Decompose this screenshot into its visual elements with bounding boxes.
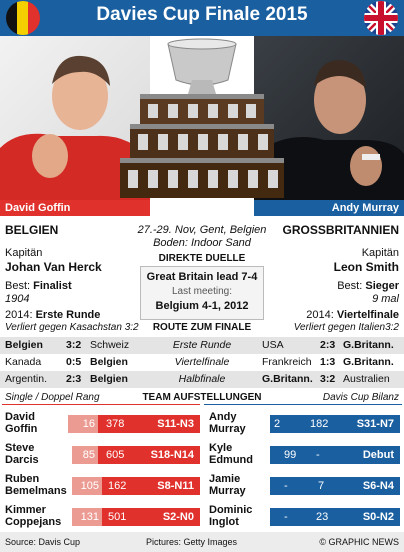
player-last-name: Darcis <box>5 454 39 466</box>
team-left-label: Single / Doppel Rang <box>5 392 100 403</box>
route-left-team: Kanada <box>5 356 42 368</box>
left-player-row <box>0 500 200 534</box>
double-rank: 378 <box>106 418 125 430</box>
player-last-name: Inglot <box>209 516 239 528</box>
route-right-opponent: Frankreich <box>262 356 312 368</box>
davis-cup-trophy-image <box>118 36 286 214</box>
single-rank: - <box>284 511 288 523</box>
route-right-opponent: G.Britann. <box>262 373 313 385</box>
player-first-name: Andy <box>209 411 237 423</box>
single-rank: 85 <box>72 446 98 464</box>
route-round: Halbfinale <box>178 373 226 385</box>
left-team-list <box>0 407 200 531</box>
route-right-team: Australien <box>343 373 390 385</box>
player-first-name: Ruben <box>5 473 40 485</box>
left-team-rule <box>2 404 200 405</box>
route-left-score: 0:5 <box>66 356 82 368</box>
player-stat-bar <box>270 446 400 464</box>
player-first-name: David <box>5 411 35 423</box>
route-left-team: Belgien <box>5 339 43 351</box>
route-right-team: G.Britann. <box>343 339 394 351</box>
single-rank: 99 <box>284 449 297 461</box>
left-lost-text: Verliert gegen Kasachstan 3:2 <box>5 322 139 333</box>
right-best <box>337 280 399 293</box>
route-right-opponent: USA <box>262 339 284 351</box>
double-rank: 162 <box>108 480 127 492</box>
right-player-row <box>204 407 404 441</box>
single-rank: 16 <box>68 415 98 433</box>
player-stat-bar <box>72 446 200 464</box>
single-rank: 2 <box>274 418 281 430</box>
cup-record: S8-N11 <box>157 480 194 492</box>
player-stat-bar <box>72 415 200 433</box>
player-last-name: Goffin <box>5 423 38 435</box>
left-best-year: 1904 <box>5 293 30 305</box>
route-heading: ROUTE ZUM FINALE <box>152 322 252 333</box>
left-player-name: David Goffin <box>5 202 71 214</box>
route-left-opponent: Schweiz <box>90 339 130 351</box>
double-rank: - <box>316 449 320 461</box>
route-row <box>0 337 404 354</box>
duel-last-label: Last meeting: <box>171 286 233 297</box>
cup-record: Debut <box>362 449 394 461</box>
cup-record: S2-N0 <box>162 511 194 523</box>
player-first-name: Kyle <box>209 442 233 454</box>
route-left-team: Argentin. <box>5 373 48 385</box>
cup-record: S0-N2 <box>362 511 394 523</box>
single-rank: 105 <box>72 477 102 495</box>
cup-record: S31-N7 <box>356 418 394 430</box>
cup-record: S18-N14 <box>150 449 194 461</box>
left-2014-label: 2014: <box>5 309 33 321</box>
right-2014 <box>306 309 399 322</box>
route-right-team: G.Britann. <box>343 356 394 368</box>
double-rank: 605 <box>106 449 125 461</box>
right-player-row <box>204 500 404 534</box>
player-first-name: Steve <box>5 442 35 454</box>
route-left-opponent: Belgien <box>90 373 128 385</box>
route-right-score: 3:2 <box>320 373 336 385</box>
player-last-name: Coppejans <box>5 516 62 528</box>
left-2014-result: Erste Runde <box>35 309 101 321</box>
right-player-row <box>204 438 404 472</box>
team-heading: TEAM AUFSTELLUNGEN <box>142 392 262 403</box>
left-player-band <box>0 200 150 216</box>
double-rank: 23 <box>316 511 329 523</box>
left-best <box>5 280 72 293</box>
left-captain-label: Kapitän <box>5 247 43 259</box>
route-left-score: 2:3 <box>66 373 82 385</box>
left-player-row <box>0 438 200 472</box>
right-2014-result: Viertelfinale <box>336 309 399 321</box>
player-stat-bar <box>270 477 400 495</box>
right-captain: Leon Smith <box>333 260 399 274</box>
right-2014-label: 2014: <box>306 309 334 321</box>
left-player-row <box>0 469 200 503</box>
route-right-score: 2:3 <box>320 339 336 351</box>
footer-credit: © GRAPHIC NEWS <box>319 537 399 547</box>
player-stat-bar <box>72 508 200 526</box>
right-team-list <box>204 407 404 531</box>
duel-box <box>140 266 264 320</box>
route-right-score: 1:3 <box>320 356 336 368</box>
page-title: Davies Cup Finale 2015 <box>96 4 308 25</box>
route-row <box>0 371 404 388</box>
route-row <box>0 354 404 371</box>
double-rank: 7 <box>318 480 325 492</box>
right-best-value: Sieger <box>365 280 399 292</box>
player-last-name: Murray <box>209 485 246 497</box>
duel-last: Belgium 4-1, 2012 <box>155 300 249 312</box>
team-right-label: Davis Cup Bilanz <box>322 392 399 403</box>
duel-lead: Great Britain lead 7-4 <box>146 271 258 283</box>
right-team-rule <box>204 404 402 405</box>
player-first-name: Dominic <box>209 504 253 516</box>
right-player-row <box>204 469 404 503</box>
belgium-flag-icon <box>6 1 40 35</box>
single-rank: - <box>284 480 288 492</box>
right-player-name: Andy Murray <box>331 202 399 214</box>
route-left-score: 3:2 <box>66 339 82 351</box>
right-country: GROSSBRITANNIEN <box>282 223 399 237</box>
single-rank: 131 <box>72 508 102 526</box>
duel-heading: DIREKTE DUELLE <box>158 253 246 264</box>
player-stat-bar <box>270 415 400 433</box>
right-best-label: Best: <box>337 280 363 292</box>
route-round: Erste Runde <box>172 339 232 351</box>
right-best-count: 9 mal <box>372 293 399 305</box>
cup-record: S6-N4 <box>362 480 394 492</box>
right-player-band <box>254 200 404 216</box>
player-first-name: Kimmer <box>5 504 46 516</box>
left-best-value: Finalist <box>33 280 72 292</box>
player-first-name: Jamie <box>209 473 241 485</box>
player-stat-bar <box>72 477 200 495</box>
right-lost-text: Verliert gegen Italien3:2 <box>293 322 399 333</box>
uk-flag-icon <box>364 1 398 35</box>
left-country: BELGIEN <box>5 223 59 237</box>
player-last-name: Bemelmans <box>5 485 67 497</box>
cup-record: S11-N3 <box>157 418 194 430</box>
left-captain: Johan Van Herck <box>5 260 102 274</box>
footer-pictures: Pictures: Getty Images <box>146 537 238 547</box>
player-last-name: Edmund <box>209 454 253 466</box>
venue-line2: Boden: Indoor Sand <box>153 237 251 249</box>
player-stat-bar <box>270 508 400 526</box>
venue-line1: 27.-29. Nov, Gent, Belgien <box>137 224 267 236</box>
double-rank: 182 <box>310 418 329 430</box>
double-rank: 501 <box>108 511 127 523</box>
route-left-opponent: Belgien <box>90 356 128 368</box>
left-best-label: Best: <box>5 280 31 292</box>
left-2014 <box>5 309 100 322</box>
footer-source: Source: Davis Cup <box>5 537 81 547</box>
right-captain-label: Kapitän <box>361 247 399 259</box>
player-last-name: Murray <box>209 423 246 435</box>
footer <box>0 532 404 552</box>
route-round: Viertelfinale <box>174 356 230 368</box>
left-player-row <box>0 407 200 441</box>
